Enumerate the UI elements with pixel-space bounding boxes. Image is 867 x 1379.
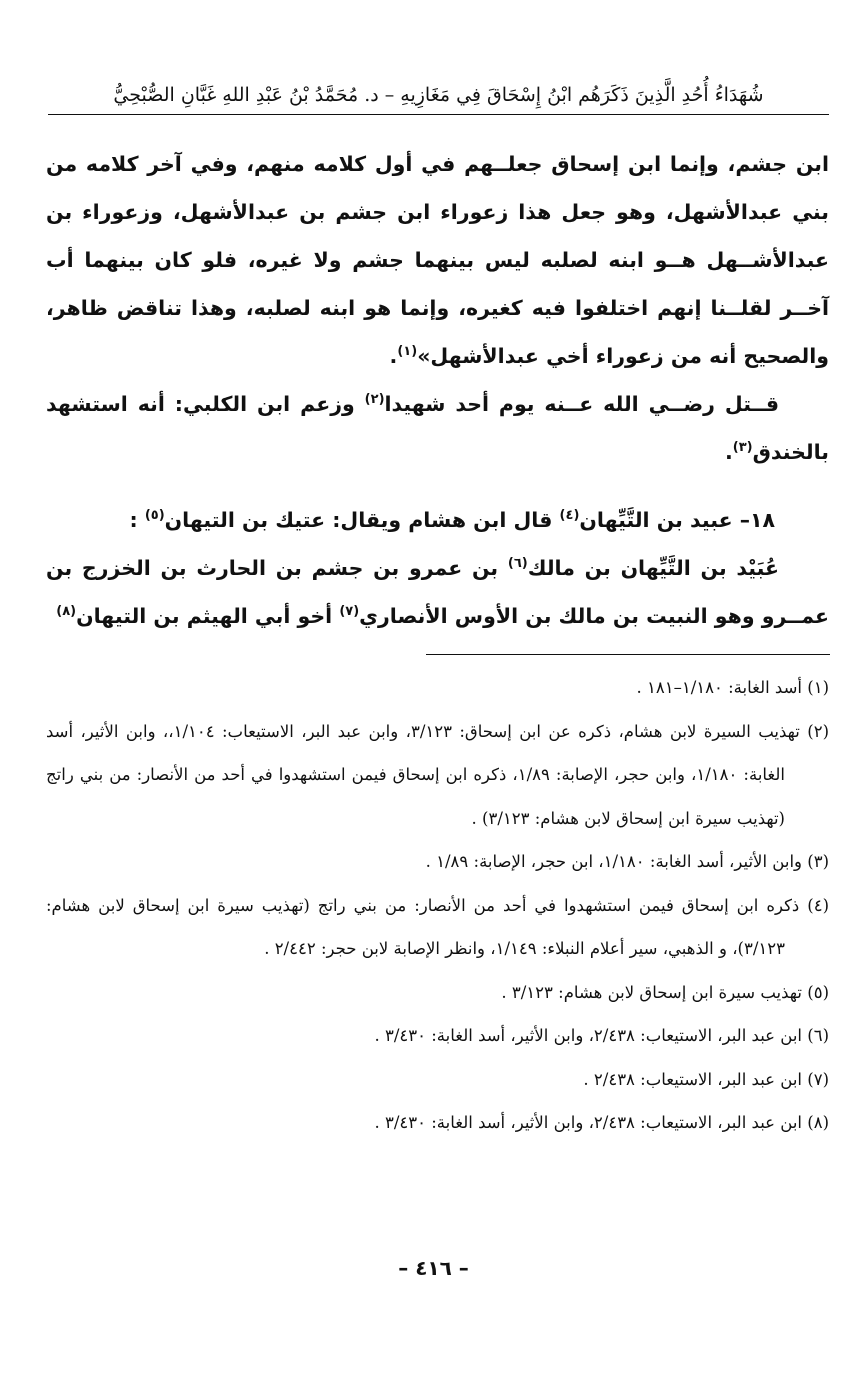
running-title: شُهَدَاءُ أُحُدِ الَّذِينَ ذَكَرَهُم ابْنُ إِسْحَاقَ فِي مَغَازِيهِ – د. مُحَمَّدُ بْنُ عَبْدِ اللهِ غَبَّانِ الصُّبْحِيُّ xyxy=(113,84,764,106)
paragraph-end: . xyxy=(389,344,398,368)
footnote-8: (٨) ابن عبد البر، الاستيعاب: ٢/٤٣٨، وابن الأثير، أسد الغابة: ٣/٤٣٠ . xyxy=(374,1113,829,1132)
footnote-ref[interactable]: (٢) xyxy=(364,392,385,408)
footnote-ref[interactable]: (١) xyxy=(397,344,418,360)
running-header xyxy=(48,76,829,115)
paragraph-end: . xyxy=(724,440,733,464)
paragraph-text: بن عمرو بن جشم بن الحارث بن الخزرج بن عمــرو وهو النبيت بن مالك بن الأوس الأنصاري xyxy=(46,556,829,628)
entry-alt-name: قال ابن هشام ويقال: عتيك بن التيهان xyxy=(164,508,560,532)
entry-title: ١٨– عبيد بن التَّيِّهان xyxy=(579,508,775,532)
footnote-1: (١) أسد الغابة: ١/١٨٠–١٨١ . xyxy=(636,678,829,697)
paragraph-text: وزعم ابن الكلبي: أنه استشهد بالخندق xyxy=(46,392,829,464)
footnote-6: (٦) ابن عبد البر، الاستيعاب: ٢/٤٣٨، وابن الأثير، أسد الغابة: ٣/٤٣٠ . xyxy=(374,1026,829,1045)
footnotes xyxy=(46,666,829,1145)
footnote-4: (٤) ذكره ابن إسحاق فيمن استشهدوا في أحد من الأنصار: من بني راتج (تهذيب سيرة ابن إسحاق لابن هشام: ٣/١٢٣)، و الذهبي، سير أعلام النبلاء: ١/١٤٩، وانظر الإصابة لابن حجر: ٢/٤٤٢ . xyxy=(46,895,829,958)
entry-end: : xyxy=(129,508,145,532)
footnote-ref[interactable]: (٥) xyxy=(144,508,165,524)
entry-heading xyxy=(46,496,829,544)
paragraph-1 xyxy=(46,140,829,380)
footnote-ref[interactable]: (٦) xyxy=(507,556,528,572)
footnote-2: (٢) تهذيب السيرة لابن هشام، ذكره عن ابن إسحاق: ٣/١٢٣، وابن عبد البر، الاستيعاب: ١/١٠٤،، وابن الأثير، أسد الغابة: ١/١٨٠، وابن حجر، الإصابة: ١/٨٩، ذكره ابن إسحاق فيمن استشهدوا في أحد من الأنصار: من بني راتج (تهذيب سيرة ابن إسحاق لابن هشام: ٣/١٢٣) . xyxy=(46,721,830,828)
footnote-separator xyxy=(426,654,830,655)
main-text xyxy=(46,140,829,640)
footnote-7: (٧) ابن عبد البر، الاستيعاب: ٢/٤٣٨ . xyxy=(583,1069,829,1089)
footnote-ref[interactable]: (٨) xyxy=(56,604,77,620)
paragraph-text: ابن جشم، وإنما ابن إسحاق جعلــهم في أول كلامه منهم، وفي آخر كلامه من بني عبدالأشهل، وهو جعل هذا زعوراء ابن جشم بن عبدالأشهل، وزعوراء بن عبدالأشــهل هــو ابنه لصلبه ليس بينهما جشم ولا غيره، فلو كان بينهما أب آخــر لقلــنا إنهم اختلفوا فيه كغيره، وإنما هو ابنه لصلبه، وهذا تناقض ظاهر، والصحيح أنه من زعوراء أخي عبدالأشهل» xyxy=(46,152,829,368)
footnote-5: (٥) تهذيب سيرة ابن إسحاق لابن هشام: ٣/١٢٣ . xyxy=(501,982,829,1002)
footnote-3: (٣) وابن الأثير، أسد الغابة: ١/١٨٠، ابن حجر، الإصابة: ١/٨٩ . xyxy=(425,852,829,871)
paragraph-text: أخو أبي الهيثم بن التيهان xyxy=(76,604,340,628)
paragraph-2 xyxy=(46,380,829,476)
footnote-ref[interactable]: (٤) xyxy=(559,508,580,524)
paragraph-3 xyxy=(46,544,829,640)
page-number: – ٤١٦ – xyxy=(398,1256,469,1280)
paragraph-text: قــتل رضــي الله عــنه يوم أحد شهيدا xyxy=(384,392,779,416)
footnote-ref[interactable]: (٣) xyxy=(732,440,753,456)
footnote-ref[interactable]: (٧) xyxy=(339,604,360,620)
paragraph-text: عُبَيْد بن التَّيِّهان بن مالك xyxy=(527,556,779,580)
